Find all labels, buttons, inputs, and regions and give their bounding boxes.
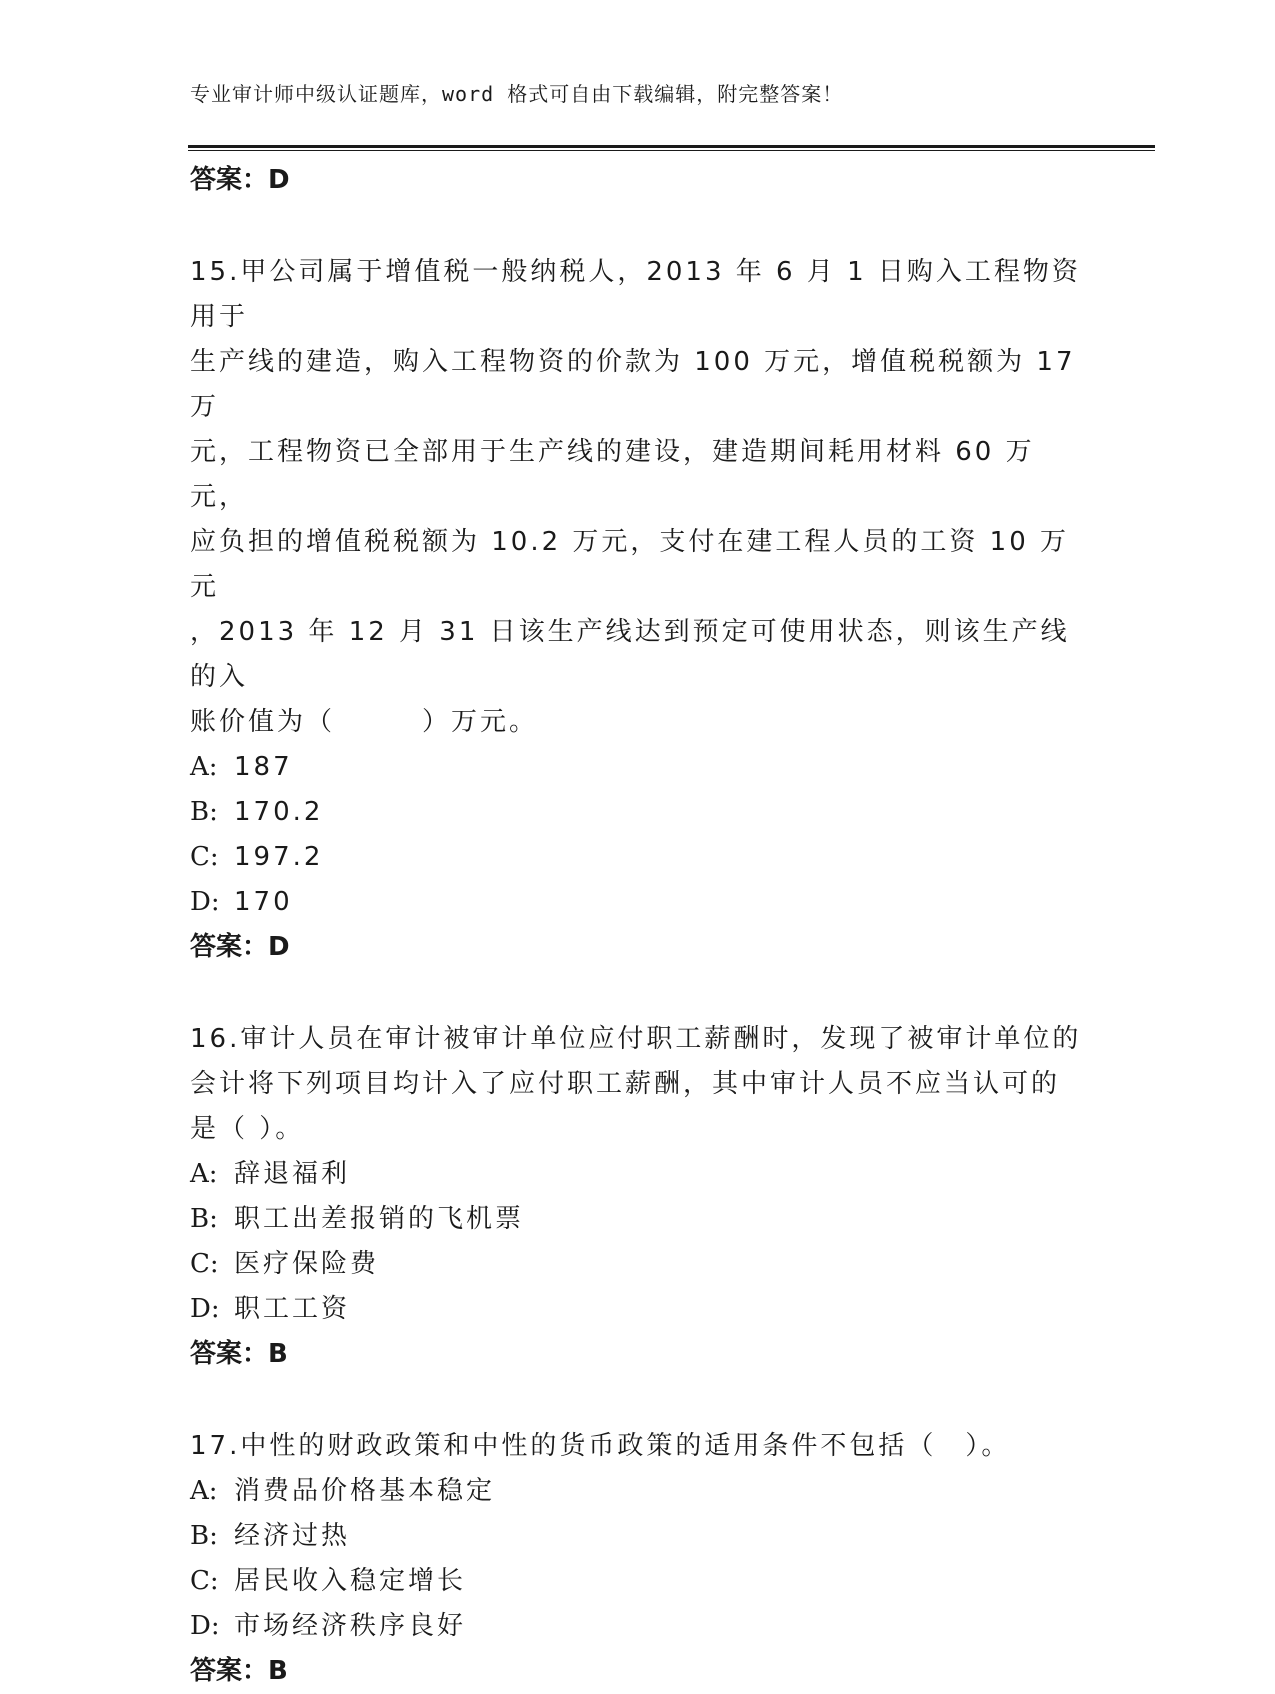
answer-line: 答案：D xyxy=(190,932,290,962)
option-text: 经济过热 xyxy=(234,1521,351,1551)
question-line: 15.甲公司属于增值税一般纳税人，2013 年 6 月 1 日购入工程物资用于 xyxy=(190,257,1081,332)
option-d xyxy=(190,1604,1090,1649)
option-c xyxy=(190,835,1090,880)
option-a xyxy=(190,745,1090,790)
question-line: 应负担的增值税税额为 10.2 万元，支付在建工程人员的工资 10 万元 xyxy=(190,527,1070,602)
question-line: 生产线的建造，购入工程物资的价款为 100 万元，增值税税额为 17 万 xyxy=(190,347,1076,422)
question-line: 会计将下列项目均计入了应付职工薪酬，其中审计人员不应当认可的 xyxy=(190,1069,1061,1099)
question-text xyxy=(190,250,1090,745)
question-line: 账价值为（ ）万元。 xyxy=(190,707,539,737)
option-a xyxy=(190,1469,1090,1514)
option-b xyxy=(190,790,1090,835)
option-letter: D: xyxy=(190,1611,220,1641)
option-letter: B: xyxy=(190,797,218,827)
option-text: 187 xyxy=(234,752,293,782)
option-letter: A: xyxy=(190,1476,218,1506)
option-text: 职工工资 xyxy=(234,1294,351,1324)
option-letter: A: xyxy=(190,752,218,782)
answer-line: 答案：B xyxy=(190,1339,288,1369)
header-rule-thin xyxy=(188,150,1155,151)
option-text: 消费品价格基本稳定 xyxy=(234,1476,496,1506)
option-letter: B: xyxy=(190,1204,218,1234)
option-letter: C: xyxy=(190,1249,219,1279)
option-text: 170 xyxy=(234,887,293,917)
option-letter: C: xyxy=(190,1566,219,1596)
answer-line: 答案：B xyxy=(190,1656,288,1686)
option-letter: B: xyxy=(190,1521,218,1551)
previous-answer: 答案：D xyxy=(190,165,290,195)
option-letter: D: xyxy=(190,887,220,917)
option-b xyxy=(190,1514,1090,1559)
option-text: 197.2 xyxy=(234,842,324,872)
option-d xyxy=(190,1287,1090,1332)
question-line: 16.审计人员在审计被审计单位应付职工薪酬时，发现了被审计单位的 xyxy=(190,1024,1082,1054)
question-16 xyxy=(190,1017,1090,1377)
document-body xyxy=(190,158,1090,1694)
option-text: 市场经济秩序良好 xyxy=(234,1611,467,1641)
option-text: 170.2 xyxy=(234,797,324,827)
option-b xyxy=(190,1197,1090,1242)
option-text: 居民收入稳定增长 xyxy=(234,1566,467,1596)
question-line: 是（ ）。 xyxy=(190,1114,305,1144)
option-letter: C: xyxy=(190,842,219,872)
question-text xyxy=(190,1424,1090,1469)
option-text: 医疗保险费 xyxy=(234,1249,380,1279)
option-letter: D: xyxy=(190,1294,220,1324)
option-a xyxy=(190,1152,1090,1197)
question-17 xyxy=(190,1424,1090,1694)
option-letter: A: xyxy=(190,1159,218,1189)
option-c xyxy=(190,1559,1090,1604)
page-header-text: 专业审计师中级认证题库，word 格式可自由下载编辑，附完整答案！ xyxy=(190,82,844,106)
question-line: 17.中性的财政政策和中性的货币政策的适用条件不包括（ ）。 xyxy=(190,1431,1011,1461)
option-text: 职工出差报销的飞机票 xyxy=(234,1204,525,1234)
question-text xyxy=(190,1017,1090,1152)
option-text: 辞退福利 xyxy=(234,1159,351,1189)
option-c xyxy=(190,1242,1090,1287)
question-15 xyxy=(190,250,1090,970)
header-rule-thick xyxy=(188,145,1155,148)
question-line: 元，工程物资已全部用于生产线的建设，建造期间耗用材料 60 万元， xyxy=(190,437,1035,512)
question-line: ，2013 年 12 月 31 日该生产线达到预定可使用状态，则该生产线的入 xyxy=(190,617,1070,692)
option-d xyxy=(190,880,1090,925)
